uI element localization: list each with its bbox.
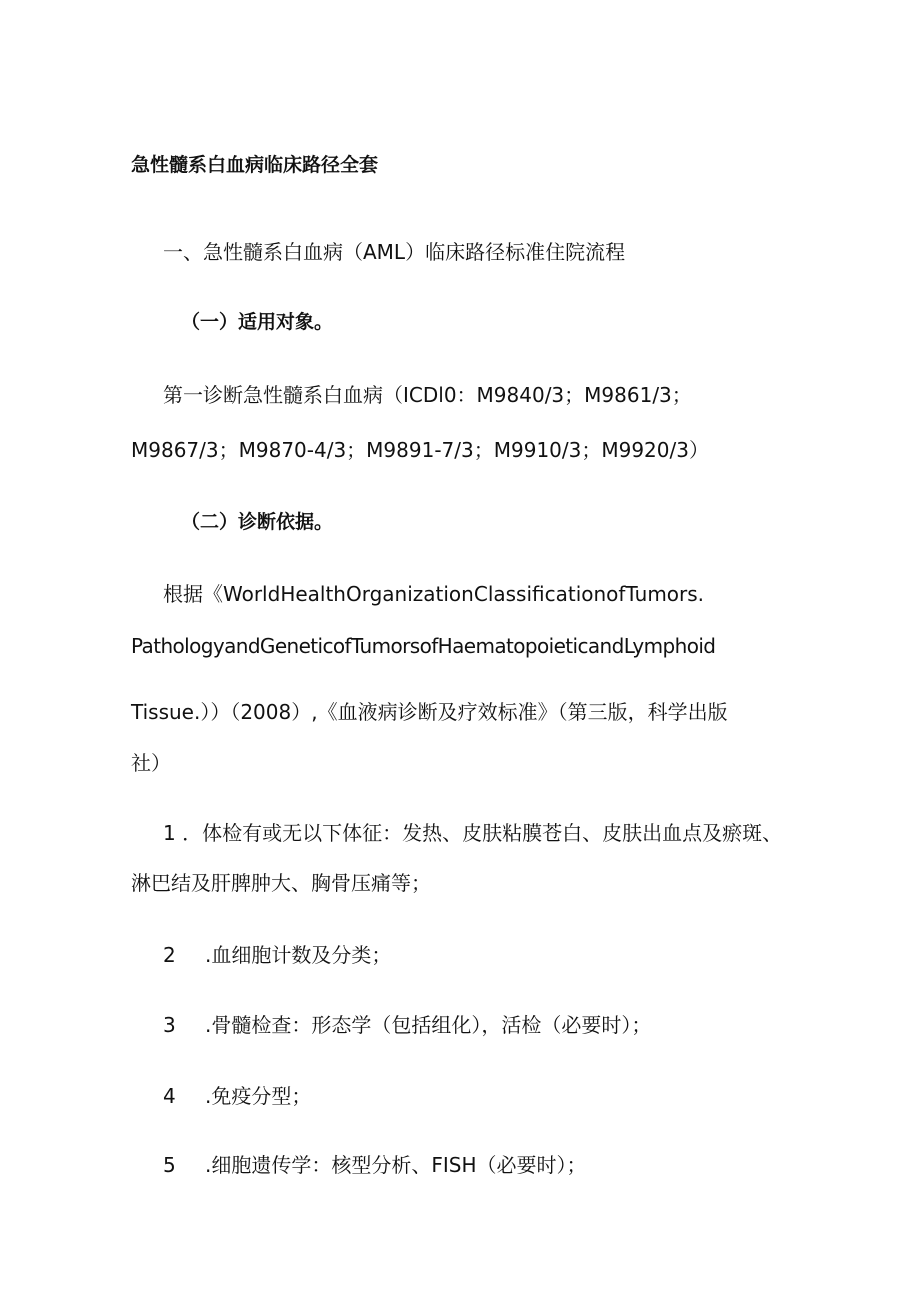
document-title: 急性髓系白血病临床路径全套 xyxy=(131,154,379,176)
paragraph-basis-line-2: PathologyandGeneticofTumorsofHaematopoieticandLymphoid xyxy=(131,634,716,658)
list-item-text: .细胞遗传学：核型分析、FISH（必要时）； xyxy=(205,1153,587,1177)
list-item-number: 1 xyxy=(163,821,176,845)
list-item-number: 5 xyxy=(163,1153,176,1177)
list-item xyxy=(163,819,782,847)
list-item-text: ．体检有或无以下体征：发热、皮肤粘膜苍白、皮肤出血点及瘀斑、 xyxy=(182,821,783,845)
list-item-number: 4 xyxy=(163,1084,176,1108)
list-item-number: 2 xyxy=(163,943,176,967)
list-item xyxy=(163,941,391,969)
paragraph-basis-line-4: 社） xyxy=(131,751,171,775)
paragraph-basis-line-1: 根据《WorldHealthOrganizationClassificationofTumors. xyxy=(163,582,705,606)
list-item-number: 3 xyxy=(163,1013,176,1037)
list-item xyxy=(163,1082,311,1110)
list-item xyxy=(163,1011,651,1039)
list-item-text: .免疫分型； xyxy=(205,1084,312,1108)
list-item-continuation: 淋巴结及肝脾肿大、胸骨压痛等； xyxy=(131,871,431,895)
paragraph-diagnosis-line-2: M9867/3；M9870-4/3；M9891-7/3；M9910/3；M9920/3） xyxy=(131,438,709,462)
subsection-heading-diagnosis-basis: （二）诊断依据。 xyxy=(181,511,334,533)
paragraph-diagnosis-line-1: 第一诊断急性髓系白血病（ICDl0：M9840/3；M9861/3； xyxy=(163,383,692,407)
list-item-text: .血细胞计数及分类； xyxy=(205,943,392,967)
section-heading-aml-pathway: 一、急性髓系白血病（AML）临床路径标准住院流程 xyxy=(163,240,626,264)
list-item xyxy=(163,1151,587,1179)
paragraph-basis-line-3: Tissue.））（2008）,《血液病诊断及疗效标准》（第三版，科学出版 xyxy=(131,700,728,724)
subsection-heading-applicable-object: （一）适用对象。 xyxy=(181,311,334,333)
list-item-text: .骨髓检查：形态学（包括组化），活检（必要时）； xyxy=(205,1013,652,1037)
